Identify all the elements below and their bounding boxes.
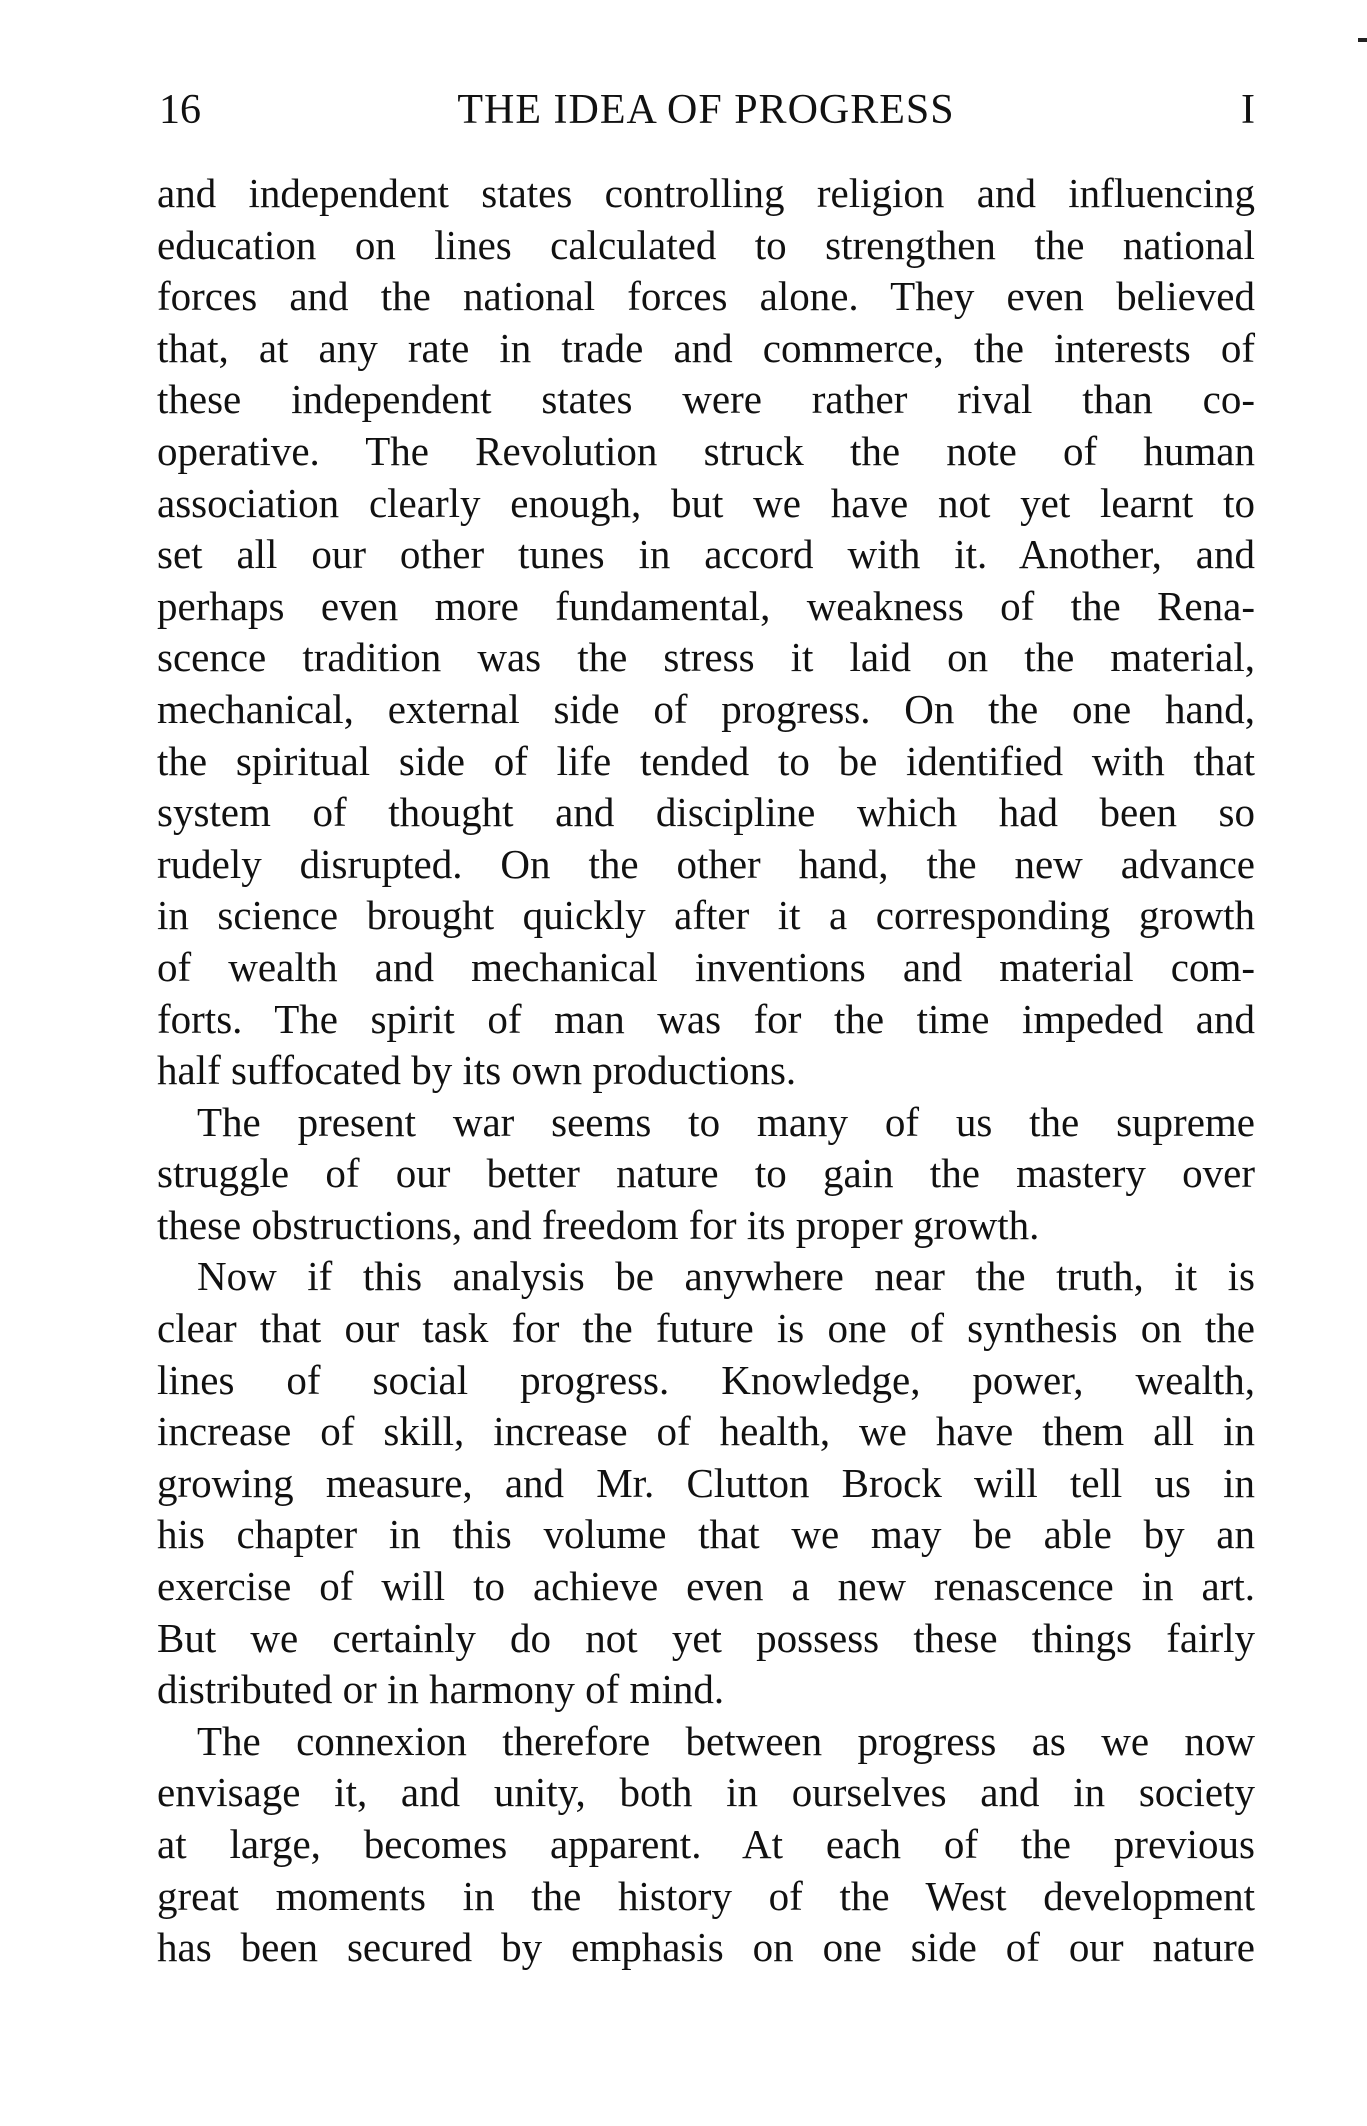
text-line: the spiritual side of life tended to be identified with that [157, 737, 1255, 784]
text-line: forts. The spirit of man was for the time impeded and [157, 995, 1255, 1042]
text-line: envisage it, and unity, both in ourselves and in society [157, 1769, 1255, 1816]
text-line: system of thought and discipline which had been so [157, 789, 1255, 836]
text-line: scence tradition was the stress it laid on the material, [157, 634, 1255, 681]
text-line: these obstructions, and freedom for its proper growth. [157, 1201, 1040, 1248]
text-line: exercise of will to achieve even a new renascence in art. [157, 1563, 1255, 1610]
text-line: great moments in the history of the West development [157, 1872, 1255, 1919]
text-line: operative. The Revolution struck the note of human [157, 427, 1255, 474]
text-line: But we certainly do not yet possess these things fairly [157, 1614, 1255, 1661]
text-line: has been secured by emphasis on one side of our nature [157, 1924, 1255, 1971]
text-line: these independent states were rather rival than co- [157, 376, 1255, 423]
text-line: association clearly enough, but we have not yet learnt to [157, 479, 1255, 526]
text-line: his chapter in this volume that we may be able by an [157, 1511, 1255, 1558]
text-line: perhaps even more fundamental, weakness of the Rena- [157, 582, 1255, 629]
text-line: distributed or in harmony of mind. [157, 1666, 725, 1713]
text-line: education on lines calculated to strengthen the national [157, 221, 1255, 268]
text-line: half suffocated by its own productions. [157, 1047, 797, 1094]
text-line: in science brought quickly after it a corresponding growth [157, 892, 1255, 939]
text-line: struggle of our better nature to gain the mastery over [157, 1150, 1255, 1197]
text-line: Now if this analysis be anywhere near the truth, it is [197, 1253, 1255, 1300]
text-line: lines of social progress. Knowledge, power, wealth, [157, 1356, 1255, 1403]
running-header [157, 82, 1255, 138]
scan-mark [1358, 38, 1367, 42]
text-line: of wealth and mechanical inventions and material com- [157, 943, 1255, 990]
text-line: The connexion therefore between progress as we now [197, 1717, 1255, 1764]
page-number: 16 [159, 87, 201, 133]
text-line: at large, becomes apparent. At each of the previous [157, 1821, 1255, 1867]
text-line: forces and the national forces alone. They even believed [157, 273, 1255, 320]
text-line: mechanical, external side of progress. On the one hand, [157, 685, 1255, 732]
text-line: that, at any rate in trade and commerce, the interests of [157, 324, 1255, 371]
text-line: clear that our task for the future is one of synthesis on the [157, 1305, 1255, 1352]
text-line: The present war seems to many of us the supreme [197, 1098, 1255, 1145]
text-line: and independent states controlling religion and influencing [157, 170, 1255, 216]
text-line: rudely disrupted. On the other hand, the new advance [157, 840, 1255, 887]
text-line: set all our other tunes in accord with it. Another, and [157, 531, 1255, 578]
text-line: growing measure, and Mr. Clutton Brock will tell us in [157, 1459, 1255, 1506]
chapter-number: I [1241, 87, 1255, 133]
text-line: increase of skill, increase of health, we have them all in [157, 1408, 1255, 1455]
running-title: THE IDEA OF PROGRESS [457, 87, 955, 133]
body-text [157, 168, 1255, 1974]
